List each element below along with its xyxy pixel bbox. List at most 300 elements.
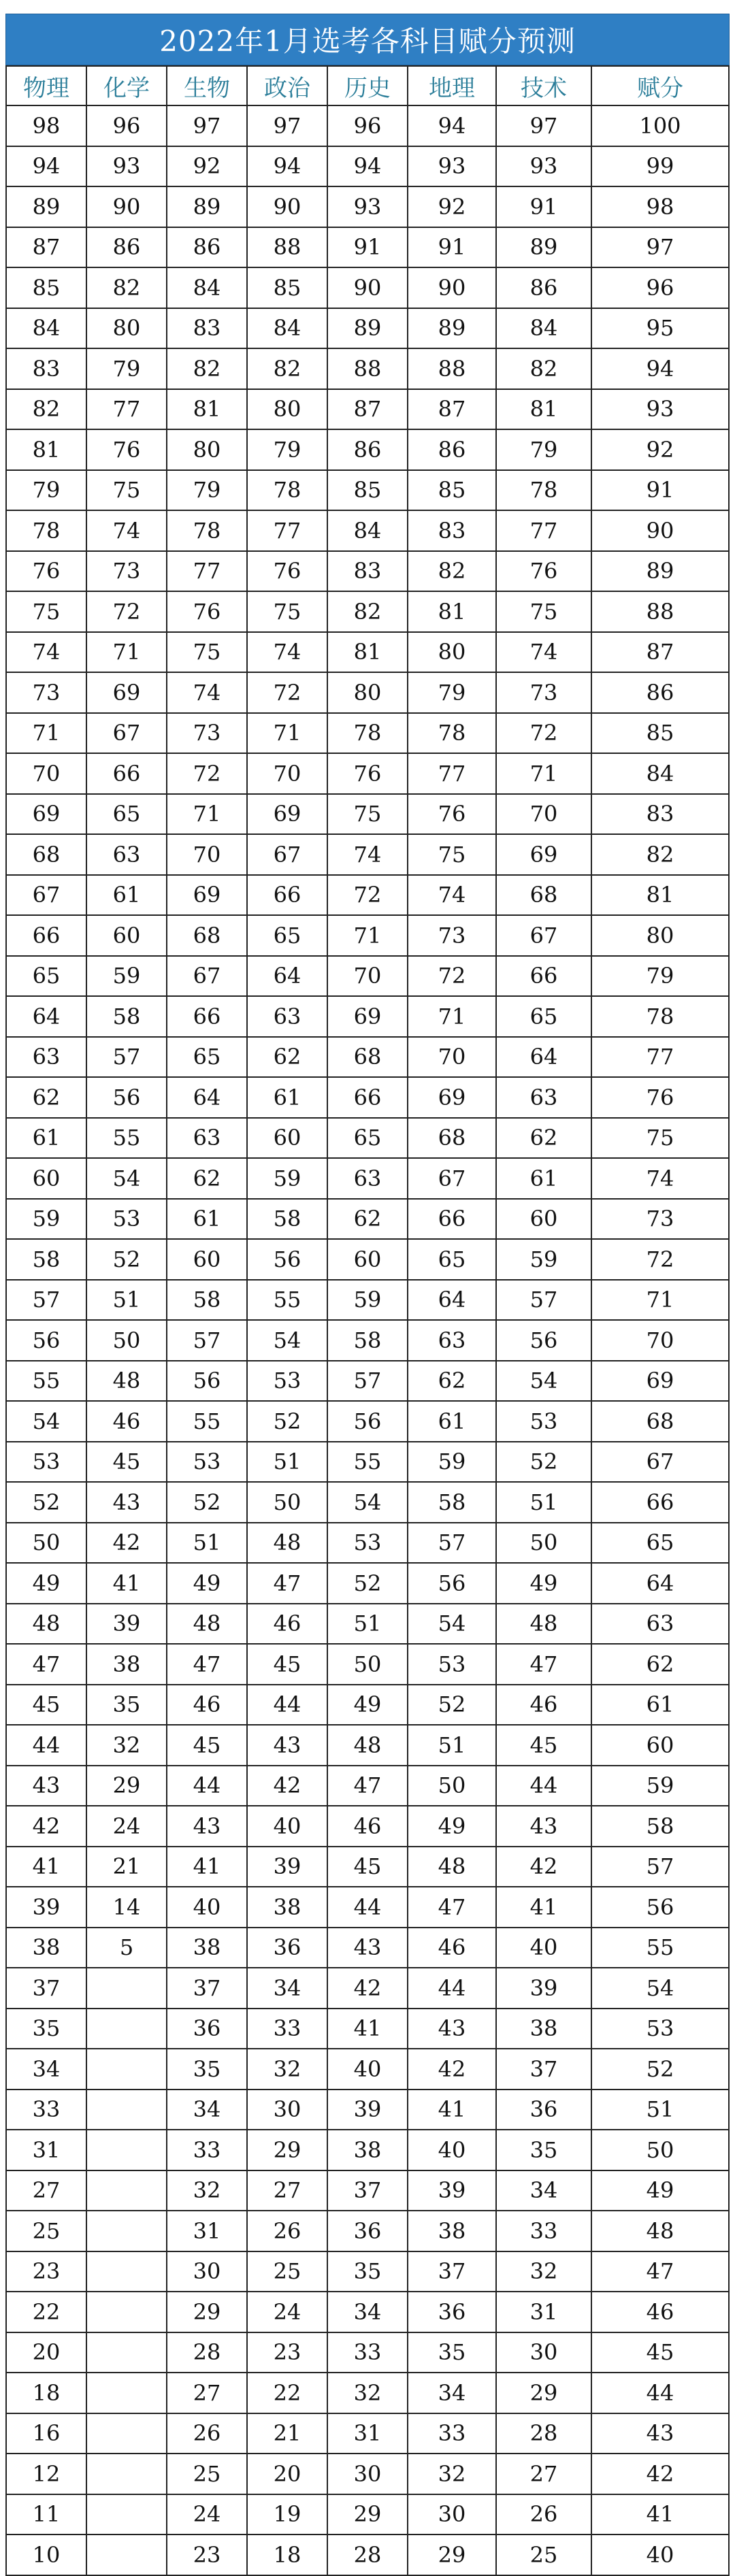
cell-biology: 60 [167,1239,247,1280]
cell-biology: 40 [167,1887,247,1928]
cell-assigned-score: 61 [591,1685,729,1725]
cell-technology: 40 [496,1928,591,1968]
cell-politics: 75 [247,591,327,632]
cell-assigned-score: 40 [591,2534,729,2575]
cell-physics: 48 [6,1604,86,1645]
cell-biology: 25 [167,2454,247,2494]
cell-politics: 23 [247,2332,327,2373]
cell-physics: 69 [6,794,86,835]
table-row [6,915,729,956]
cell-geography: 44 [408,1968,496,2009]
cell-technology: 57 [496,1280,591,1321]
table-row [6,1280,729,1321]
cell-geography: 57 [408,1523,496,1564]
cell-assigned-score: 47 [591,2251,729,2292]
cell-chemistry: 48 [86,1361,167,1402]
cell-technology: 60 [496,1199,591,1240]
cell-history: 40 [327,2049,408,2090]
cell-biology: 97 [167,105,247,146]
cell-chemistry [86,2049,167,2090]
cell-physics: 22 [6,2292,86,2332]
cell-geography: 74 [408,875,496,916]
cell-chemistry: 73 [86,551,167,592]
cell-chemistry: 61 [86,875,167,916]
cell-history: 45 [327,1847,408,1887]
cell-physics: 11 [6,2494,86,2535]
cell-physics: 75 [6,591,86,632]
cell-geography: 54 [408,1604,496,1645]
cell-physics: 23 [6,2251,86,2292]
cell-physics: 67 [6,875,86,916]
table-row [6,956,729,997]
cell-assigned-score: 66 [591,1482,729,1523]
table-row [6,1320,729,1361]
cell-biology: 75 [167,632,247,673]
cell-history: 82 [327,591,408,632]
cell-technology: 50 [496,1523,591,1564]
cell-geography: 71 [408,996,496,1037]
column-header-chemistry: 化学 [86,66,167,105]
table-row [6,2292,729,2332]
table-row [6,2009,729,2049]
cell-chemistry: 50 [86,1320,167,1361]
cell-geography: 66 [408,1199,496,1240]
cell-history: 58 [327,1320,408,1361]
cell-biology: 66 [167,996,247,1037]
cell-biology: 26 [167,2413,247,2454]
cell-technology: 59 [496,1239,591,1280]
cell-technology: 42 [496,1847,591,1887]
cell-geography: 73 [408,915,496,956]
cell-chemistry [86,2211,167,2251]
score-conversion-table [5,65,730,2576]
cell-technology: 46 [496,1685,591,1725]
cell-physics: 73 [6,672,86,713]
cell-assigned-score: 94 [591,348,729,389]
cell-chemistry [86,2454,167,2494]
cell-biology: 89 [167,186,247,227]
cell-politics: 58 [247,1199,327,1240]
cell-physics: 27 [6,2170,86,2211]
cell-technology: 43 [496,1806,591,1847]
cell-physics: 35 [6,2009,86,2049]
cell-chemistry: 32 [86,1725,167,1766]
cell-technology: 35 [496,2130,591,2170]
cell-history: 44 [327,1887,408,1928]
table-row [6,1563,729,1604]
cell-geography: 33 [408,2413,496,2454]
table-row [6,510,729,551]
cell-geography: 36 [408,2292,496,2332]
column-header-history: 历史 [327,66,408,105]
cell-physics: 62 [6,1077,86,1118]
cell-history: 63 [327,1158,408,1199]
cell-biology: 86 [167,227,247,268]
cell-biology: 62 [167,1158,247,1199]
cell-chemistry: 79 [86,348,167,389]
cell-physics: 47 [6,1644,86,1685]
cell-history: 86 [327,429,408,470]
cell-technology: 48 [496,1604,591,1645]
cell-assigned-score: 81 [591,875,729,916]
cell-chemistry: 72 [86,591,167,632]
cell-chemistry: 51 [86,1280,167,1321]
cell-politics: 94 [247,146,327,187]
cell-history: 56 [327,1401,408,1442]
table-row [6,1158,729,1199]
cell-technology: 64 [496,1037,591,1078]
cell-chemistry: 53 [86,1199,167,1240]
cell-technology: 69 [496,834,591,875]
cell-chemistry: 24 [86,1806,167,1847]
cell-physics: 59 [6,1199,86,1240]
cell-politics: 82 [247,348,327,389]
cell-politics: 26 [247,2211,327,2251]
cell-technology: 54 [496,1361,591,1402]
cell-assigned-score: 62 [591,1644,729,1685]
cell-assigned-score: 71 [591,1280,729,1321]
cell-biology: 45 [167,1725,247,1766]
cell-technology: 75 [496,591,591,632]
cell-biology: 55 [167,1401,247,1442]
cell-assigned-score: 68 [591,1401,729,1442]
table-row [6,2251,729,2292]
cell-assigned-score: 75 [591,1118,729,1159]
cell-assigned-score: 100 [591,105,729,146]
cell-politics: 18 [247,2534,327,2575]
cell-geography: 86 [408,429,496,470]
cell-politics: 30 [247,2090,327,2130]
cell-physics: 83 [6,348,86,389]
cell-politics: 24 [247,2292,327,2332]
cell-technology: 62 [496,1118,591,1159]
cell-politics: 60 [247,1118,327,1159]
cell-assigned-score: 67 [591,1442,729,1483]
cell-geography: 61 [408,1401,496,1442]
cell-technology: 53 [496,1401,591,1442]
cell-geography: 46 [408,1928,496,1968]
table-row [6,105,729,146]
cell-history: 32 [327,2373,408,2413]
cell-history: 31 [327,2413,408,2454]
cell-chemistry: 74 [86,510,167,551]
cell-assigned-score: 89 [591,551,729,592]
cell-politics: 63 [247,996,327,1037]
cell-politics: 69 [247,794,327,835]
cell-physics: 60 [6,1158,86,1199]
cell-biology: 76 [167,591,247,632]
cell-technology: 67 [496,915,591,956]
cell-chemistry: 57 [86,1037,167,1078]
cell-technology: 31 [496,2292,591,2332]
table-row [6,1442,729,1483]
cell-biology: 82 [167,348,247,389]
cell-assigned-score: 43 [591,2413,729,2454]
cell-biology: 46 [167,1685,247,1725]
cell-politics: 19 [247,2494,327,2535]
cell-history: 84 [327,510,408,551]
cell-assigned-score: 48 [591,2211,729,2251]
table-row [6,1644,729,1685]
cell-assigned-score: 53 [591,2009,729,2049]
cell-technology: 51 [496,1482,591,1523]
cell-history: 62 [327,1199,408,1240]
cell-biology: 33 [167,2130,247,2170]
cell-biology: 27 [167,2373,247,2413]
cell-chemistry [86,1968,167,2009]
table-row [6,1968,729,2009]
cell-assigned-score: 58 [591,1806,729,1847]
cell-history: 34 [327,2292,408,2332]
cell-biology: 47 [167,1644,247,1685]
table-row [6,1361,729,1402]
cell-geography: 75 [408,834,496,875]
cell-chemistry: 82 [86,267,167,308]
cell-biology: 68 [167,915,247,956]
table-row [6,875,729,916]
cell-physics: 12 [6,2454,86,2494]
cell-chemistry: 21 [86,1847,167,1887]
cell-geography: 64 [408,1280,496,1321]
cell-history: 68 [327,1037,408,1078]
cell-assigned-score: 56 [591,1887,729,1928]
cell-technology: 68 [496,875,591,916]
cell-technology: 26 [496,2494,591,2535]
cell-chemistry: 67 [86,713,167,754]
cell-physics: 89 [6,186,86,227]
cell-history: 66 [327,1077,408,1118]
cell-physics: 82 [6,389,86,430]
cell-geography: 70 [408,1037,496,1078]
cell-history: 89 [327,308,408,349]
cell-technology: 44 [496,1766,591,1806]
cell-chemistry: 43 [86,1482,167,1523]
cell-assigned-score: 96 [591,267,729,308]
cell-assigned-score: 87 [591,632,729,673]
cell-technology: 33 [496,2211,591,2251]
cell-chemistry: 29 [86,1766,167,1806]
cell-physics: 84 [6,308,86,349]
table-row [6,551,729,592]
table-row [6,2130,729,2170]
cell-technology: 76 [496,551,591,592]
cell-chemistry: 52 [86,1239,167,1280]
cell-technology: 81 [496,389,591,430]
table-row [6,1928,729,1968]
cell-history: 76 [327,753,408,794]
cell-chemistry: 65 [86,794,167,835]
cell-geography: 52 [408,1685,496,1725]
cell-biology: 24 [167,2494,247,2535]
cell-biology: 53 [167,1442,247,1483]
cell-assigned-score: 54 [591,1968,729,2009]
cell-technology: 45 [496,1725,591,1766]
cell-assigned-score: 64 [591,1563,729,1604]
cell-chemistry: 66 [86,753,167,794]
cell-politics: 65 [247,915,327,956]
cell-biology: 73 [167,713,247,754]
table-row [6,632,729,673]
cell-history: 83 [327,551,408,592]
table-row [6,389,729,430]
cell-geography: 47 [408,1887,496,1928]
cell-chemistry: 93 [86,146,167,187]
cell-geography: 32 [408,2454,496,2494]
cell-politics: 21 [247,2413,327,2454]
cell-biology: 31 [167,2211,247,2251]
cell-chemistry: 90 [86,186,167,227]
table-row [6,1037,729,1078]
cell-assigned-score: 69 [591,1361,729,1402]
cell-chemistry: 56 [86,1077,167,1118]
column-header-physics: 物理 [6,66,86,105]
cell-biology: 63 [167,1118,247,1159]
table-row [6,2170,729,2211]
cell-history: 55 [327,1442,408,1483]
cell-politics: 74 [247,632,327,673]
cell-biology: 79 [167,470,247,511]
cell-physics: 54 [6,1401,86,1442]
cell-chemistry: 80 [86,308,167,349]
cell-physics: 63 [6,1037,86,1078]
cell-chemistry [86,2332,167,2373]
cell-biology: 69 [167,875,247,916]
table-row [6,1806,729,1847]
cell-physics: 33 [6,2090,86,2130]
table-row [6,186,729,227]
table-row [6,2211,729,2251]
cell-history: 94 [327,146,408,187]
cell-politics: 34 [247,1968,327,2009]
cell-chemistry [86,2009,167,2049]
cell-physics: 38 [6,1928,86,1968]
cell-assigned-score: 60 [591,1725,729,1766]
table-row [6,1766,729,1806]
cell-technology: 84 [496,308,591,349]
table-row [6,996,729,1037]
cell-history: 57 [327,1361,408,1402]
cell-assigned-score: 85 [591,713,729,754]
cell-physics: 10 [6,2534,86,2575]
cell-technology: 29 [496,2373,591,2413]
cell-physics: 70 [6,753,86,794]
table-body [6,105,729,2575]
table-row [6,267,729,308]
cell-history: 93 [327,186,408,227]
cell-politics: 29 [247,2130,327,2170]
cell-technology: 86 [496,267,591,308]
cell-biology: 65 [167,1037,247,1078]
cell-assigned-score: 80 [591,915,729,956]
cell-politics: 59 [247,1158,327,1199]
cell-politics: 32 [247,2049,327,2090]
cell-geography: 48 [408,1847,496,1887]
cell-geography: 53 [408,1644,496,1685]
cell-history: 81 [327,632,408,673]
cell-physics: 66 [6,915,86,956]
cell-physics: 58 [6,1239,86,1280]
cell-history: 39 [327,2090,408,2130]
cell-history: 52 [327,1563,408,1604]
cell-politics: 72 [247,672,327,713]
cell-assigned-score: 97 [591,227,729,268]
cell-geography: 63 [408,1320,496,1361]
table-row [6,1199,729,1240]
cell-history: 54 [327,1482,408,1523]
cell-geography: 81 [408,591,496,632]
cell-assigned-score: 50 [591,2130,729,2170]
cell-chemistry: 75 [86,470,167,511]
cell-technology: 93 [496,146,591,187]
cell-assigned-score: 59 [591,1766,729,1806]
cell-politics: 20 [247,2454,327,2494]
cell-politics: 85 [247,267,327,308]
cell-history: 88 [327,348,408,389]
cell-politics: 62 [247,1037,327,1078]
cell-politics: 55 [247,1280,327,1321]
cell-geography: 78 [408,713,496,754]
table-row [6,1604,729,1645]
cell-biology: 41 [167,1847,247,1887]
cell-geography: 83 [408,510,496,551]
cell-technology: 28 [496,2413,591,2454]
cell-biology: 81 [167,389,247,430]
cell-politics: 66 [247,875,327,916]
cell-chemistry [86,2534,167,2575]
cell-geography: 88 [408,348,496,389]
cell-chemistry [86,2292,167,2332]
cell-assigned-score: 78 [591,996,729,1037]
cell-biology: 61 [167,1199,247,1240]
cell-assigned-score: 86 [591,672,729,713]
cell-history: 74 [327,834,408,875]
cell-politics: 78 [247,470,327,511]
cell-chemistry: 46 [86,1401,167,1442]
cell-biology: 77 [167,551,247,592]
cell-chemistry: 39 [86,1604,167,1645]
cell-geography: 69 [408,1077,496,1118]
table-row [6,429,729,470]
table-row [6,308,729,349]
cell-physics: 71 [6,713,86,754]
cell-technology: 91 [496,186,591,227]
table-row [6,348,729,389]
cell-chemistry [86,2413,167,2454]
column-header-geography: 地理 [408,66,496,105]
cell-history: 53 [327,1523,408,1564]
cell-chemistry: 69 [86,672,167,713]
cell-history: 29 [327,2494,408,2535]
cell-geography: 67 [408,1158,496,1199]
column-header-politics: 政治 [247,66,327,105]
cell-assigned-score: 42 [591,2454,729,2494]
cell-politics: 67 [247,834,327,875]
cell-assigned-score: 72 [591,1239,729,1280]
cell-history: 49 [327,1685,408,1725]
cell-history: 71 [327,915,408,956]
cell-politics: 33 [247,2009,327,2049]
cell-physics: 65 [6,956,86,997]
cell-assigned-score: 95 [591,308,729,349]
cell-history: 78 [327,713,408,754]
cell-physics: 98 [6,105,86,146]
cell-technology: 63 [496,1077,591,1118]
cell-chemistry: 41 [86,1563,167,1604]
cell-history: 60 [327,1239,408,1280]
cell-technology: 82 [496,348,591,389]
cell-geography: 41 [408,2090,496,2130]
cell-politics: 61 [247,1077,327,1118]
